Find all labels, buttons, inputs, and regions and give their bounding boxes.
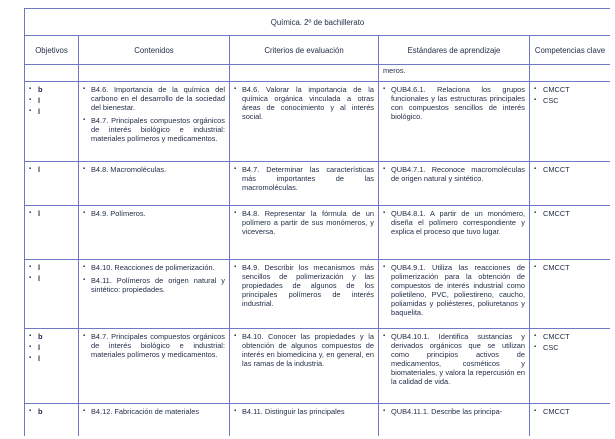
header-criterios: Criterios de evaluación (230, 36, 379, 65)
curriculum-sheet (24, 8, 610, 436)
contenido-item: ▪ B4.9. Polímeros. (83, 209, 225, 218)
objetivos-cell (25, 82, 79, 162)
contenidos-cell (79, 206, 230, 260)
contenidos-cell (79, 82, 230, 162)
competencia-item: ▪ CMCCT (534, 332, 606, 341)
curriculum-table (24, 8, 610, 436)
objetivo-item: ▪ b (29, 332, 74, 341)
title-row (25, 9, 611, 36)
estandares-cell (379, 260, 530, 329)
criterio-item: ▪ B4.7. Determinar las características más importantes de las macromoléculas. (234, 165, 374, 192)
contenidos-cell (79, 404, 230, 437)
objetivos-cell (25, 206, 79, 260)
criterios-cell (230, 162, 379, 206)
objetivo-item: ▪ b (29, 85, 74, 94)
table-row (25, 162, 611, 206)
criterios-cell (230, 329, 379, 404)
competencia-item: ▪ CSC (534, 343, 606, 352)
table-title: Química. 2º de bachillerato (25, 9, 611, 36)
competencias-cell (530, 162, 611, 206)
objetivos-cell (25, 329, 79, 404)
estandar-item: ▪ QUB4.9.1. Utiliza las reacciones de polimerización para la obtención de compuestos de interés industrial como polietileno, PVC, poliestireno, caucho, poliamidas y poliésteres, poliuretanos y baquelita. (383, 263, 525, 317)
competencias-cell (530, 260, 611, 329)
estandar-item: ▪ QUB4.10.1. Identifica sustancias y derivados orgánicos que se utilizan como principios activos de medicamentos, cosméticos y biomateriales, y valora la repercusión en la calidad de vida. (383, 332, 525, 386)
estandar-item: ▪ QUB4.8.1. A partir de un monómero, diseña el polímero correspondiente y explica el proceso que tuvo lugar. (383, 209, 525, 236)
table-row (25, 329, 611, 404)
estandar-item: ▪ QUB4.6.1. Relaciona los grupos funcionales y las estructuras principales con compuestos sencillos de interés biológico. (383, 85, 525, 121)
criterios-cell (230, 260, 379, 329)
objetivo-item: ▪ l (29, 263, 74, 272)
cell-empty (230, 65, 379, 82)
contenido-item: ▪ B4.10. Reacciones de polimerización. (83, 263, 225, 272)
competencia-item: ▪ CMCCT (534, 263, 606, 272)
objetivo-item: ▪ l (29, 107, 74, 116)
objetivo-item: ▪ l (29, 96, 74, 105)
estandares-cell (379, 329, 530, 404)
objetivo-item: ▪ l (29, 354, 74, 363)
header-estandares: Estándares de aprendizaje (379, 36, 530, 65)
contenidos-cell (79, 260, 230, 329)
contenido-item: ▪ B4.8. Macromoléculas. (83, 165, 225, 174)
objetivos-cell (25, 404, 79, 437)
estandares-cell (379, 206, 530, 260)
continuation-row (25, 65, 611, 82)
criterio-item: ▪ B4.9. Describir los mecanismos más sencillos de polimerización y las propiedades de algunos de los principales polímeros de interés industrial. (234, 263, 374, 308)
cell-empty (79, 65, 230, 82)
cell-empty (25, 65, 79, 82)
competencia-item: ▪ CMCCT (534, 85, 606, 94)
contenidos-cell (79, 329, 230, 404)
contenido-item: ▪ B4.6. Importancia de la química del carbono en el desarrollo de la sociedad del bienestar. (83, 85, 225, 112)
objetivo-item: ▪ l (29, 343, 74, 352)
objetivo-item: ▪ b (29, 407, 74, 416)
contenido-item: ▪ B4.7. Principales compuestos orgánicos de interés biológico e industrial: materiales polímeros y medicamentos. (83, 116, 225, 143)
estandares-cell (379, 404, 530, 437)
objetivo-item: ▪ l (29, 274, 74, 283)
objetivos-cell (25, 162, 79, 206)
estandares-cell (379, 82, 530, 162)
header-contenidos: Contenidos (79, 36, 230, 65)
contenidos-cell (79, 162, 230, 206)
competencia-item: ▪ CSC (534, 96, 606, 105)
competencia-item: ▪ CMCCT (534, 209, 606, 218)
objetivo-item: ▪ l (29, 209, 74, 218)
estandar-item: ▪ QUB4.7.1. Reconoce macromoléculas de origen natural y sintético. (383, 165, 525, 183)
competencias-cell (530, 206, 611, 260)
criterio-item: ▪ B4.8. Representar la fórmula de un polímero a partir de sus monómeros, y viceversa. (234, 209, 374, 236)
criterio-item: ▪ B4.6. Valorar la importancia de la química orgánica vinculada a otras áreas de conocimiento y al interés social. (234, 85, 374, 121)
competencias-cell (530, 404, 611, 437)
objetivos-cell (25, 260, 79, 329)
criterios-cell (230, 206, 379, 260)
competencia-item: ▪ CMCCT (534, 407, 606, 416)
table-row (25, 82, 611, 162)
cell-continuation: meros. (379, 65, 530, 82)
estandares-cell (379, 162, 530, 206)
contenido-item: ▪ B4.11. Polímeros de origen natural y sintético: propiedades. (83, 276, 225, 294)
estandar-item: ▪ QUB4.11.1. Describe las principa- (383, 407, 525, 416)
cell-empty (530, 65, 611, 82)
competencia-item: ▪ CMCCT (534, 165, 606, 174)
competencias-cell (530, 82, 611, 162)
contenido-item: ▪ B4.12. Fabricación de materiales (83, 407, 225, 416)
table-row (25, 260, 611, 329)
criterio-item: ▪ B4.11. Distinguir las principales (234, 407, 374, 416)
header-competencias: Competencias clave (530, 36, 611, 65)
criterio-item: ▪ B4.10. Conocer las propiedades y la obtención de algunos compuestos de interés en biomedicina y, en general, en las ramas de la industria. (234, 332, 374, 368)
header-objetivos: Objetivos (25, 36, 79, 65)
table-row (25, 404, 611, 437)
objetivo-item: ▪ l (29, 165, 74, 174)
header-row (25, 36, 611, 65)
competencias-cell (530, 329, 611, 404)
contenido-item: ▪ B4.7. Principales compuestos orgánicos de interés biológico e industrial: materiales polímeros y medicamentos. (83, 332, 225, 359)
criterios-cell (230, 82, 379, 162)
table-row (25, 206, 611, 260)
criterios-cell (230, 404, 379, 437)
